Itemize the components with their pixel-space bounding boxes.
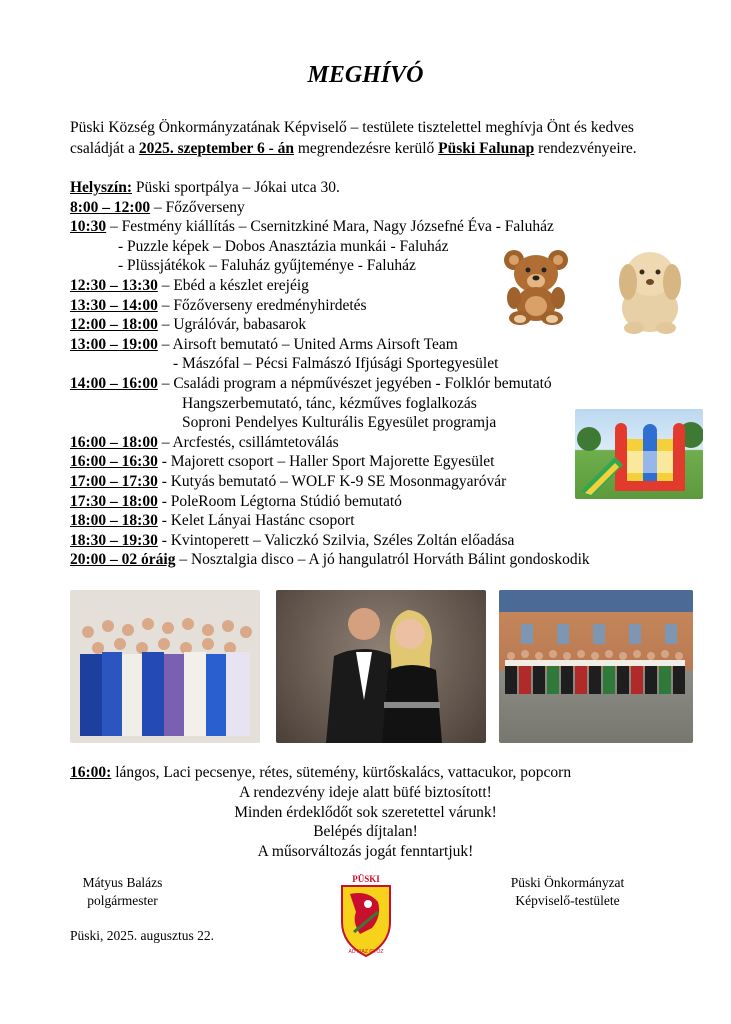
mayor-role: polgármester [87, 893, 158, 908]
program-time: 8:00 – 12:00 [70, 198, 151, 216]
program-text: - Kvintoperett – Valiczkó Szilvia, Széles Zoltán előadása [157, 531, 515, 549]
program-row [70, 354, 670, 374]
program-time: 17:30 – 18:00 [70, 492, 158, 510]
folk-ensemble-photo [499, 590, 693, 743]
program-row [70, 335, 670, 355]
program-row [70, 531, 670, 551]
location-text: Püski sportpálya – Jókai utca 30. [132, 179, 340, 196]
page-title: MEGHÍVÓ [307, 62, 424, 88]
food-text: lángos, Laci pecsenye, rétes, sütemény, kürtőskalács, vattacukor, popcorn [111, 764, 572, 781]
program-time: 16:00 – 18:00 [70, 433, 158, 451]
crest-bottom-text: AD KIAZ GYŐZ [348, 949, 384, 955]
note-line: Belépés díjtalan! [313, 823, 418, 841]
mayor-name: Mátyus Balázs [82, 875, 163, 890]
program-row [70, 315, 670, 335]
intro-text-2: megrendezésre kerülő [293, 139, 439, 157]
program-time: 13:00 – 19:00 [70, 335, 158, 353]
program-row [70, 511, 670, 531]
program-text: - Kelet Lányai Hastánc csoport [157, 512, 355, 530]
program-row [70, 276, 670, 296]
program-text: Hangszerbemutató, tánc, kézműves foglalkozás [182, 394, 477, 412]
operetta-couple-photo [276, 590, 486, 743]
program-text: - Kutyás bemutató – WOLF K-9 SE Mosonmagyaróvár [157, 472, 507, 490]
belly-dance-group-photo [70, 590, 260, 743]
program-time: 20:00 – 02 óráig [70, 551, 176, 569]
program-time: 13:30 – 14:00 [70, 296, 158, 314]
intro-text-3: rendezvényeire. [534, 139, 637, 157]
program-text: – Airsoft bemutató – United Arms Airsoft Team [157, 335, 458, 353]
note-line: A rendezvény ideje alatt büfé biztosított! [239, 784, 492, 801]
program-row [70, 374, 670, 394]
program-text: – Ebéd a készlet erejéig [157, 276, 309, 294]
program-time: 18:30 – 19:30 [70, 531, 158, 549]
program-text: – Családi program a népművészet jegyében - Folklór bemutató [157, 374, 552, 392]
program-text: – Nosztalgia disco – A jó hangulatról Horváth Bálint gondoskodik [175, 551, 590, 569]
plush-dog-image [612, 244, 686, 336]
food-time: 16:00: [70, 764, 112, 781]
bouncy-castle-photo [575, 409, 703, 499]
note-line: Minden érdeklődőt sok szeretettel várunk! [234, 803, 497, 821]
program-text: - Majorett csoport – Haller Sport Majorette Egyesület [157, 453, 495, 471]
location-label: Helyszín: [70, 179, 132, 196]
mayor-signature [60, 874, 185, 910]
council-signature [490, 874, 645, 910]
council-role: Képviselő-testülete [515, 893, 620, 908]
dancers-image [70, 590, 260, 743]
note-line: A műsorváltozás jogát fenntartjuk! [257, 842, 474, 860]
program-time: 12:00 – 18:00 [70, 316, 158, 334]
program-row [70, 296, 670, 316]
intro-paragraph [70, 118, 670, 159]
program-row [70, 217, 670, 237]
program-text: - Mászófal – Pécsi Falmászó Ifjúsági Sportegyesület [173, 355, 499, 373]
folk-dancers-image [499, 590, 693, 743]
intro-text-1: Püski Község Önkormányzatának Képviselő – testülete tisztelettel meghívja Önt és kedves családját a [70, 119, 634, 157]
program-text: - PoleRoom Légtorna Stúdió bemutató [157, 492, 402, 510]
crest-top-text: PÜSKI [352, 874, 380, 884]
program-text: – Ugrálóvár, babasarok [157, 316, 307, 334]
program-time: 12:30 – 13:30 [70, 276, 158, 294]
location-line [70, 178, 670, 198]
program-time: 10:30 [70, 218, 107, 236]
program-list [70, 178, 670, 570]
date-line: Püski, 2025. augusztus 22. [70, 928, 215, 943]
program-text: – Főzőverseny eredményhirdetés [157, 296, 367, 314]
program-row [70, 256, 670, 276]
program-row [70, 198, 670, 218]
program-text: Soproni Pendelyes Kulturális Egyesület programja [182, 414, 497, 432]
program-time: 14:00 – 16:00 [70, 374, 158, 392]
event-name: Püski Falunap [438, 139, 535, 157]
program-text: – Arcfestés, csillámtetoválás [157, 433, 339, 451]
council-name: Püski Önkormányzat [510, 875, 625, 890]
program-row [70, 550, 670, 570]
program-row [70, 237, 670, 257]
food-line [70, 763, 670, 783]
program-text: - Plüssjátékok – Faluház gyűjteménye - Faluház [118, 257, 416, 275]
program-text: - Puzzle képek – Dobos Anasztázia munkái - Faluház [118, 237, 449, 255]
teddy-bear-image [500, 246, 572, 326]
program-time: 17:00 – 17:30 [70, 472, 158, 490]
couple-image [276, 590, 486, 743]
program-time: 16:00 – 16:30 [70, 453, 158, 471]
event-date: 2025. szeptember 6 - án [138, 139, 294, 157]
village-crest-icon [338, 872, 394, 960]
notes-block [0, 783, 731, 861]
program-time: 18:00 – 18:30 [70, 512, 158, 530]
program-text: – Főzőverseny [150, 198, 245, 216]
bouncy-castle-image [575, 409, 703, 499]
program-text: – Festmény kiállítás – Csernitzkiné Mara, Nagy Józsefné Éva - Faluház [106, 218, 554, 236]
